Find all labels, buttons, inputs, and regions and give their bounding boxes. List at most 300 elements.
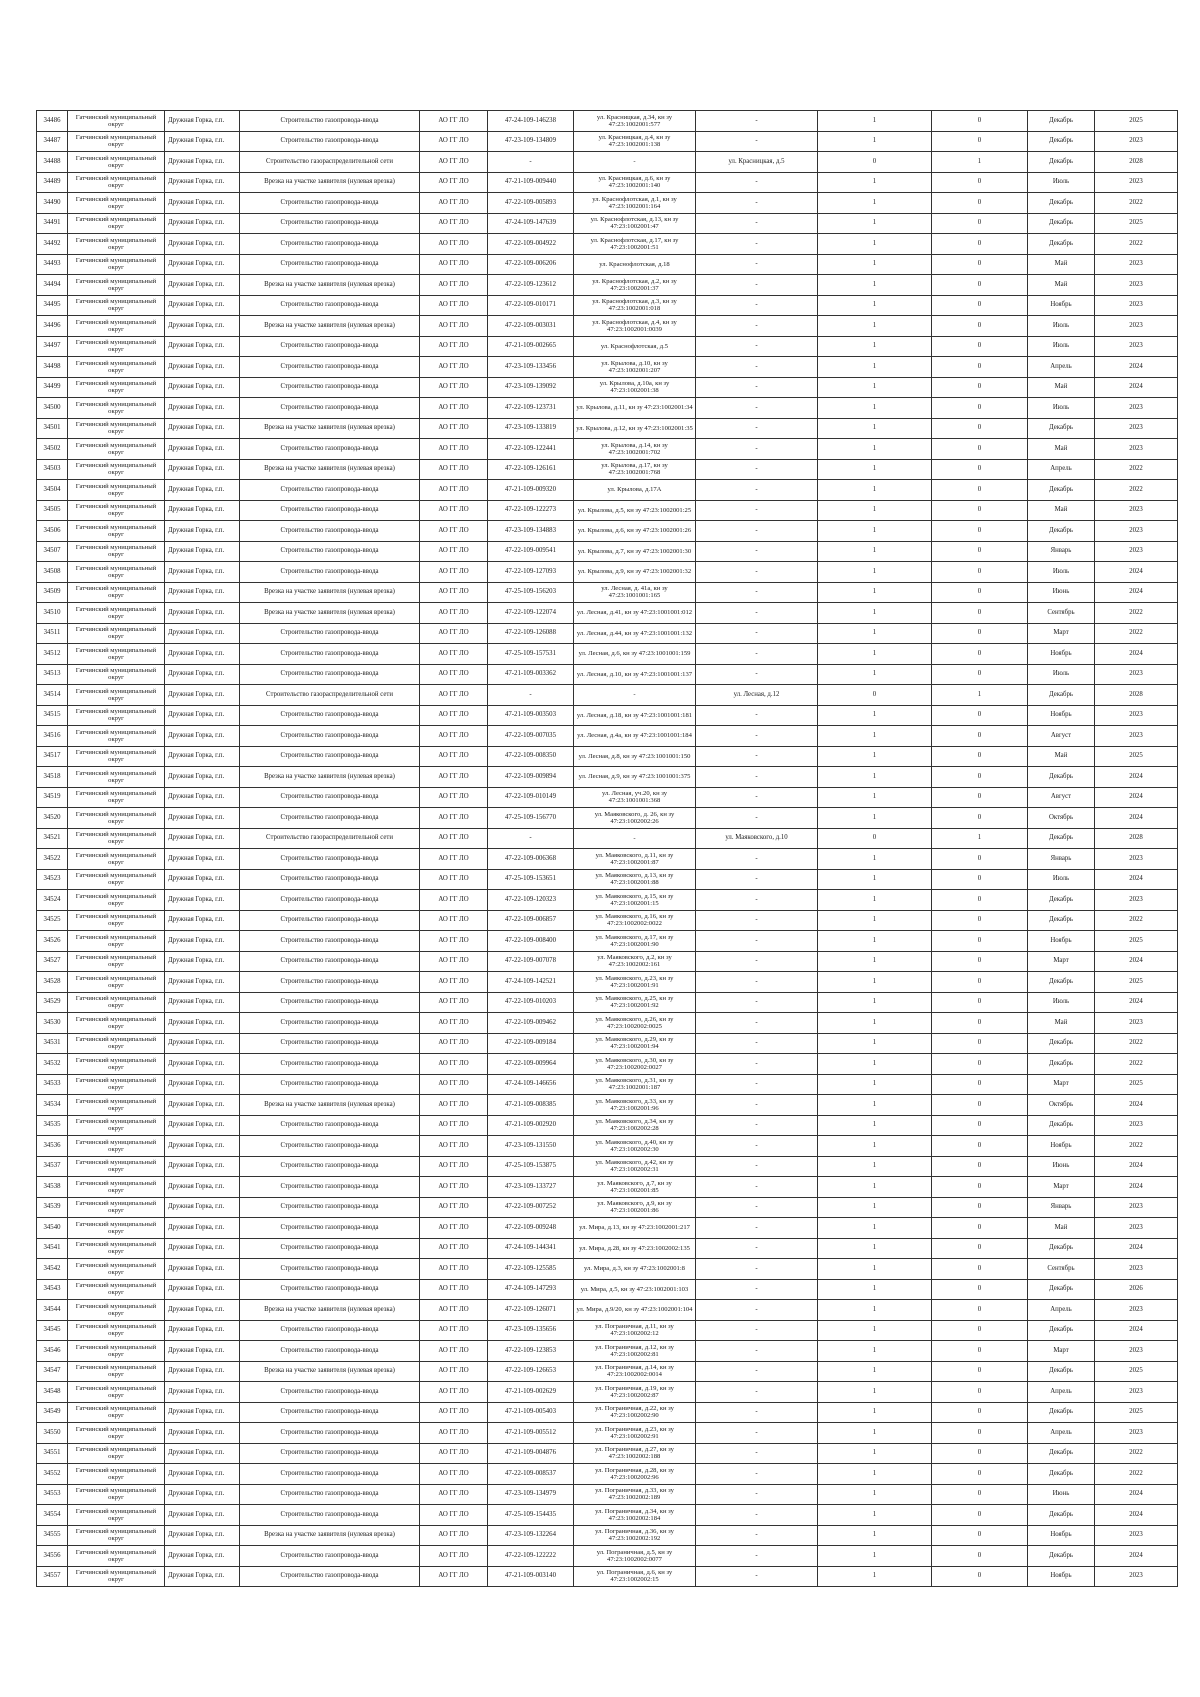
- count-b-cell: 0: [932, 1279, 1028, 1300]
- application-code-cell: 47-22-109-009184: [488, 1033, 574, 1054]
- address-cell: ул. Краснофлотская, д.1, кн зу 47:23:1002001:164: [574, 193, 696, 214]
- network-address-cell: -: [696, 254, 818, 275]
- organization-cell: АО ГГ ЛО: [420, 1033, 488, 1054]
- address-cell: ул. Крылова, д.5, кн зу 47:23:1002001:25: [574, 500, 696, 521]
- settlement-cell: Дружная Горка, г.п.: [165, 828, 240, 849]
- settlement-cell: Дружная Горка, г.п.: [165, 623, 240, 644]
- application-code-cell: 47-22-109-123731: [488, 398, 574, 419]
- month-cell: Декабрь: [1028, 1033, 1095, 1054]
- work-type-cell: Врезка на участке заявителя (нулевая врезка): [240, 603, 420, 624]
- network-address-cell: ул. Красницкая, д.5: [696, 152, 818, 173]
- table-row: [37, 336, 1178, 357]
- network-address-cell: -: [696, 500, 818, 521]
- application-code-cell: 47-21-109-008385: [488, 1095, 574, 1116]
- count-b-cell: 0: [932, 1484, 1028, 1505]
- table-row: [37, 685, 1178, 706]
- application-code-cell: 47-21-109-003140: [488, 1566, 574, 1587]
- count-a-cell: 1: [818, 931, 932, 952]
- network-address-cell: ул. Лесная, д.12: [696, 685, 818, 706]
- address-cell: ул. Мира, д.28, кн зу 47:23:1002002:135: [574, 1238, 696, 1259]
- row-number: 34507: [37, 541, 68, 562]
- address-cell: ул. Мира, д.5, кн зу 47:23:1002001:103: [574, 1279, 696, 1300]
- application-code-cell: 47-23-109-139092: [488, 377, 574, 398]
- month-cell: Декабрь: [1028, 418, 1095, 439]
- month-cell: Декабрь: [1028, 193, 1095, 214]
- table-row: [37, 377, 1178, 398]
- settlement-cell: Дружная Горка, г.п.: [165, 787, 240, 808]
- year-cell: 2023: [1095, 254, 1178, 275]
- district-cell: Гатчинский муниципальный округ: [68, 787, 165, 808]
- year-cell: 2024: [1095, 992, 1178, 1013]
- work-type-cell: Строительство газопровода-ввода: [240, 1177, 420, 1198]
- application-code-cell: 47-21-109-002920: [488, 1115, 574, 1136]
- organization-cell: АО ГГ ЛО: [420, 1300, 488, 1321]
- row-number: 34502: [37, 439, 68, 460]
- table-row: [37, 705, 1178, 726]
- count-b-cell: 0: [932, 459, 1028, 480]
- address-cell: ул. Лесная, д.4а, кн зу 47:23:1001001:184: [574, 726, 696, 747]
- year-cell: 2025: [1095, 1074, 1178, 1095]
- organization-cell: АО ГГ ЛО: [420, 1156, 488, 1177]
- address-cell: ул. Крылова, д.17А: [574, 480, 696, 501]
- row-number: 34524: [37, 890, 68, 911]
- month-cell: Декабрь: [1028, 1238, 1095, 1259]
- row-number: 34498: [37, 357, 68, 378]
- count-b-cell: 0: [932, 1238, 1028, 1259]
- count-a-cell: 1: [818, 1197, 932, 1218]
- network-address-cell: -: [696, 726, 818, 747]
- network-address-cell: -: [696, 1505, 818, 1526]
- address-cell: ул. Маяковского, д. 26, кн зу 47:23:1002002:26: [574, 808, 696, 829]
- settlement-cell: Дружная Горка, г.п.: [165, 1218, 240, 1239]
- count-b-cell: 0: [932, 500, 1028, 521]
- row-number: 34491: [37, 213, 68, 234]
- year-cell: 2023: [1095, 398, 1178, 419]
- month-cell: Декабрь: [1028, 1464, 1095, 1485]
- organization-cell: АО ГГ ЛО: [420, 1546, 488, 1567]
- work-type-cell: Строительство газопровода-ввода: [240, 972, 420, 993]
- month-cell: Ноябрь: [1028, 931, 1095, 952]
- address-cell: ул. Лесная, д.6, кн зу 47:23:1001001:159: [574, 644, 696, 665]
- count-a-cell: 1: [818, 849, 932, 870]
- district-cell: Гатчинский муниципальный округ: [68, 869, 165, 890]
- table-row: [37, 1013, 1178, 1034]
- settlement-cell: Дружная Горка, г.п.: [165, 439, 240, 460]
- work-type-cell: Строительство газопровода-ввода: [240, 480, 420, 501]
- count-a-cell: 1: [818, 664, 932, 685]
- table-row: [37, 992, 1178, 1013]
- address-cell: -: [574, 828, 696, 849]
- network-address-cell: -: [696, 972, 818, 993]
- count-a-cell: 1: [818, 275, 932, 296]
- application-code-cell: 47-25-109-156203: [488, 582, 574, 603]
- count-a-cell: 1: [818, 1443, 932, 1464]
- year-cell: 2022: [1095, 459, 1178, 480]
- work-type-cell: Строительство газопровода-ввода: [240, 787, 420, 808]
- count-b-cell: 0: [932, 726, 1028, 747]
- year-cell: 2023: [1095, 1382, 1178, 1403]
- work-type-cell: Строительство газопровода-ввода: [240, 254, 420, 275]
- district-cell: Гатчинский муниципальный округ: [68, 726, 165, 747]
- settlement-cell: Дружная Горка, г.п.: [165, 541, 240, 562]
- work-type-cell: Строительство газопровода-ввода: [240, 562, 420, 583]
- application-code-cell: 47-22-109-127093: [488, 562, 574, 583]
- address-cell: ул. Пограничная, д.23, кн зу 47:23:1002002:91: [574, 1423, 696, 1444]
- row-number: 34556: [37, 1546, 68, 1567]
- count-b-cell: 0: [932, 1300, 1028, 1321]
- table-row: [37, 1361, 1178, 1382]
- count-b-cell: 0: [932, 131, 1028, 152]
- month-cell: Декабрь: [1028, 1546, 1095, 1567]
- month-cell: Июль: [1028, 992, 1095, 1013]
- address-cell: ул. Лесная, д. 41а, кн зу 47:23:1001001:165: [574, 582, 696, 603]
- organization-cell: АО ГГ ЛО: [420, 1525, 488, 1546]
- month-cell: Декабрь: [1028, 152, 1095, 173]
- address-cell: ул. Крылова, д.6, кн зу 47:23:1002001:26: [574, 521, 696, 542]
- work-type-cell: Строительство газопровода-ввода: [240, 1054, 420, 1075]
- table-row: [37, 787, 1178, 808]
- count-a-cell: 1: [818, 767, 932, 788]
- application-code-cell: 47-25-109-153875: [488, 1156, 574, 1177]
- network-address-cell: -: [696, 357, 818, 378]
- network-address-cell: -: [696, 1361, 818, 1382]
- table-row: [37, 869, 1178, 890]
- application-code-cell: 47-22-109-007035: [488, 726, 574, 747]
- network-address-cell: -: [696, 131, 818, 152]
- table-row: [37, 316, 1178, 337]
- month-cell: Ноябрь: [1028, 1525, 1095, 1546]
- year-cell: 2023: [1095, 316, 1178, 337]
- address-cell: ул. Маяковского, д.34, кн зу 47:23:1002002:28: [574, 1115, 696, 1136]
- network-address-cell: -: [696, 890, 818, 911]
- count-b-cell: 0: [932, 992, 1028, 1013]
- settlement-cell: Дружная Горка, г.п.: [165, 459, 240, 480]
- month-cell: Октябрь: [1028, 808, 1095, 829]
- application-code-cell: 47-22-109-009541: [488, 541, 574, 562]
- application-code-cell: 47-22-109-126071: [488, 1300, 574, 1321]
- table-row: [37, 459, 1178, 480]
- count-b-cell: 0: [932, 172, 1028, 193]
- application-code-cell: 47-23-109-133819: [488, 418, 574, 439]
- district-cell: Гатчинский муниципальный округ: [68, 767, 165, 788]
- table-row: [37, 849, 1178, 870]
- table-row: [37, 1197, 1178, 1218]
- application-code-cell: 47-22-109-009894: [488, 767, 574, 788]
- settlement-cell: Дружная Горка, г.п.: [165, 172, 240, 193]
- work-type-cell: Врезка на участке заявителя (нулевая врезка): [240, 582, 420, 603]
- organization-cell: АО ГГ ЛО: [420, 705, 488, 726]
- work-type-cell: Врезка на участке заявителя (нулевая врезка): [240, 418, 420, 439]
- count-b-cell: 0: [932, 1218, 1028, 1239]
- network-address-cell: -: [696, 603, 818, 624]
- network-address-cell: -: [696, 869, 818, 890]
- address-cell: ул. Маяковского, д.25, кн зу 47:23:1002001:92: [574, 992, 696, 1013]
- work-type-cell: Строительство газопровода-ввода: [240, 398, 420, 419]
- address-cell: -: [574, 685, 696, 706]
- year-cell: 2024: [1095, 1238, 1178, 1259]
- network-address-cell: -: [696, 275, 818, 296]
- district-cell: Гатчинский муниципальный округ: [68, 1136, 165, 1157]
- row-number: 34557: [37, 1566, 68, 1587]
- address-cell: ул. Крылова, д.12, кн зу 47:23:1002001:35: [574, 418, 696, 439]
- table-row: [37, 931, 1178, 952]
- address-cell: ул. Лесная, уч.20, кн зу 47:23:1001001:368: [574, 787, 696, 808]
- network-address-cell: -: [696, 1115, 818, 1136]
- address-cell: ул. Лесная, д.9, кн зу 47:23:1001001:375: [574, 767, 696, 788]
- count-a-cell: 1: [818, 992, 932, 1013]
- month-cell: Апрель: [1028, 1423, 1095, 1444]
- row-number: 34499: [37, 377, 68, 398]
- year-cell: 2023: [1095, 541, 1178, 562]
- district-cell: Гатчинский муниципальный округ: [68, 931, 165, 952]
- count-b-cell: 0: [932, 1505, 1028, 1526]
- table-row: [37, 1115, 1178, 1136]
- address-cell: ул. Лесная, д.41, кн зу 47:23:1001001:012: [574, 603, 696, 624]
- count-a-cell: 1: [818, 1505, 932, 1526]
- network-address-cell: ул. Маяковского, д.10: [696, 828, 818, 849]
- organization-cell: АО ГГ ЛО: [420, 890, 488, 911]
- count-b-cell: 0: [932, 398, 1028, 419]
- settlement-cell: Дружная Горка, г.п.: [165, 890, 240, 911]
- work-type-cell: Строительство газопровода-ввода: [240, 131, 420, 152]
- district-cell: Гатчинский муниципальный округ: [68, 1259, 165, 1280]
- work-type-cell: Строительство газопровода-ввода: [240, 931, 420, 952]
- table-row: [37, 172, 1178, 193]
- organization-cell: АО ГГ ЛО: [420, 213, 488, 234]
- organization-cell: АО ГГ ЛО: [420, 644, 488, 665]
- network-address-cell: -: [696, 1033, 818, 1054]
- count-b-cell: 0: [932, 664, 1028, 685]
- district-cell: Гатчинский муниципальный округ: [68, 562, 165, 583]
- organization-cell: АО ГГ ЛО: [420, 172, 488, 193]
- organization-cell: АО ГГ ЛО: [420, 623, 488, 644]
- work-type-cell: Строительство газопровода-ввода: [240, 1238, 420, 1259]
- address-cell: ул. Крылова, д.11, кн зу 47:23:1002001:34: [574, 398, 696, 419]
- table-row: [37, 1525, 1178, 1546]
- year-cell: 2023: [1095, 1341, 1178, 1362]
- row-number: 34494: [37, 275, 68, 296]
- address-cell: ул. Крылова, д.10, кн зу 47:23:1002001:207: [574, 357, 696, 378]
- application-code-cell: 47-22-109-009462: [488, 1013, 574, 1034]
- work-type-cell: Строительство газопровода-ввода: [240, 1136, 420, 1157]
- network-address-cell: -: [696, 377, 818, 398]
- application-code-cell: 47-22-109-010149: [488, 787, 574, 808]
- count-a-cell: 1: [818, 582, 932, 603]
- work-type-cell: Строительство газопровода-ввода: [240, 377, 420, 398]
- district-cell: Гатчинский муниципальный округ: [68, 992, 165, 1013]
- settlement-cell: Дружная Горка, г.п.: [165, 726, 240, 747]
- network-address-cell: -: [696, 1423, 818, 1444]
- year-cell: 2024: [1095, 1156, 1178, 1177]
- row-number: 34487: [37, 131, 68, 152]
- table-row: [37, 603, 1178, 624]
- work-type-cell: Строительство газопровода-ввода: [240, 910, 420, 931]
- year-cell: 2024: [1095, 1095, 1178, 1116]
- count-a-cell: 1: [818, 500, 932, 521]
- count-b-cell: 0: [932, 869, 1028, 890]
- network-address-cell: -: [696, 1197, 818, 1218]
- count-a-cell: 1: [818, 295, 932, 316]
- work-type-cell: Строительство газопровода-ввода: [240, 521, 420, 542]
- address-cell: ул. Маяковского, д.11, кн зу 47:23:1002001:87: [574, 849, 696, 870]
- network-address-cell: -: [696, 767, 818, 788]
- year-cell: 2022: [1095, 603, 1178, 624]
- work-type-cell: Строительство газопровода-ввода: [240, 1341, 420, 1362]
- year-cell: 2024: [1095, 767, 1178, 788]
- settlement-cell: Дружная Горка, г.п.: [165, 1546, 240, 1567]
- work-type-cell: Врезка на участке заявителя (нулевая врезка): [240, 172, 420, 193]
- month-cell: Май: [1028, 275, 1095, 296]
- count-b-cell: 1: [932, 828, 1028, 849]
- organization-cell: АО ГГ ЛО: [420, 254, 488, 275]
- table-row: [37, 541, 1178, 562]
- year-cell: 2023: [1095, 1525, 1178, 1546]
- count-a-cell: 1: [818, 213, 932, 234]
- count-a-cell: 1: [818, 623, 932, 644]
- application-code-cell: 47-22-109-008537: [488, 1464, 574, 1485]
- row-number: 34555: [37, 1525, 68, 1546]
- table-row: [37, 1464, 1178, 1485]
- month-cell: Июль: [1028, 664, 1095, 685]
- row-number: 34501: [37, 418, 68, 439]
- work-type-cell: Строительство газопровода-ввода: [240, 213, 420, 234]
- table-row: [37, 1279, 1178, 1300]
- year-cell: 2023: [1095, 172, 1178, 193]
- count-a-cell: 1: [818, 972, 932, 993]
- count-b-cell: 0: [932, 910, 1028, 931]
- application-code-cell: 47-23-109-133727: [488, 1177, 574, 1198]
- work-type-cell: Строительство газопровода-ввода: [240, 1546, 420, 1567]
- year-cell: 2023: [1095, 275, 1178, 296]
- organization-cell: АО ГГ ЛО: [420, 1095, 488, 1116]
- application-code-cell: 47-22-109-123612: [488, 275, 574, 296]
- organization-cell: АО ГГ ЛО: [420, 1238, 488, 1259]
- work-type-cell: Строительство газопровода-ввода: [240, 1464, 420, 1485]
- row-number: 34536: [37, 1136, 68, 1157]
- month-cell: Июль: [1028, 869, 1095, 890]
- settlement-cell: Дружная Горка, г.п.: [165, 480, 240, 501]
- month-cell: Декабрь: [1028, 480, 1095, 501]
- year-cell: 2025: [1095, 972, 1178, 993]
- settlement-cell: Дружная Горка, г.п.: [165, 193, 240, 214]
- district-cell: Гатчинский муниципальный округ: [68, 1382, 165, 1403]
- year-cell: 2024: [1095, 869, 1178, 890]
- application-code-cell: 47-21-109-002629: [488, 1382, 574, 1403]
- count-a-cell: 1: [818, 193, 932, 214]
- count-a-cell: 1: [818, 336, 932, 357]
- address-cell: ул. Пограничная, д.5, кн зу 47:23:1002002:0077: [574, 1546, 696, 1567]
- district-cell: Гатчинский муниципальный округ: [68, 1197, 165, 1218]
- work-type-cell: Врезка на участке заявителя (нулевая врезка): [240, 1095, 420, 1116]
- settlement-cell: Дружная Горка, г.п.: [165, 1259, 240, 1280]
- row-number: 34539: [37, 1197, 68, 1218]
- count-a-cell: 1: [818, 1382, 932, 1403]
- month-cell: Июль: [1028, 336, 1095, 357]
- application-code-cell: 47-22-109-122441: [488, 439, 574, 460]
- year-cell: 2023: [1095, 131, 1178, 152]
- row-number: 34547: [37, 1361, 68, 1382]
- work-type-cell: Строительство газопровода-ввода: [240, 1402, 420, 1423]
- row-number: 34514: [37, 685, 68, 706]
- row-number: 34497: [37, 336, 68, 357]
- year-cell: 2025: [1095, 213, 1178, 234]
- application-code-cell: 47-21-109-003503: [488, 705, 574, 726]
- count-a-cell: 1: [818, 1238, 932, 1259]
- row-number: 34543: [37, 1279, 68, 1300]
- count-a-cell: 1: [818, 1013, 932, 1034]
- district-cell: Гатчинский муниципальный округ: [68, 1300, 165, 1321]
- table-row: [37, 1402, 1178, 1423]
- year-cell: 2023: [1095, 1013, 1178, 1034]
- district-cell: Гатчинский муниципальный округ: [68, 541, 165, 562]
- district-cell: Гатчинский муниципальный округ: [68, 459, 165, 480]
- settlement-cell: Дружная Горка, г.п.: [165, 398, 240, 419]
- year-cell: 2024: [1095, 562, 1178, 583]
- settlement-cell: Дружная Горка, г.п.: [165, 808, 240, 829]
- count-b-cell: 0: [932, 357, 1028, 378]
- row-number: 34537: [37, 1156, 68, 1177]
- count-b-cell: 0: [932, 890, 1028, 911]
- network-address-cell: -: [696, 562, 818, 583]
- year-cell: 2028: [1095, 828, 1178, 849]
- organization-cell: АО ГГ ЛО: [420, 1464, 488, 1485]
- organization-cell: АО ГГ ЛО: [420, 439, 488, 460]
- application-code-cell: 47-23-109-133456: [488, 357, 574, 378]
- district-cell: Гатчинский муниципальный округ: [68, 500, 165, 521]
- work-type-cell: Строительство газопровода-ввода: [240, 1197, 420, 1218]
- count-b-cell: 0: [932, 1546, 1028, 1567]
- settlement-cell: Дружная Горка, г.п.: [165, 1484, 240, 1505]
- row-number: 34535: [37, 1115, 68, 1136]
- settlement-cell: Дружная Горка, г.п.: [165, 1320, 240, 1341]
- application-code-cell: 47-22-109-122273: [488, 500, 574, 521]
- work-type-cell: Строительство газопровода-ввода: [240, 1320, 420, 1341]
- settlement-cell: Дружная Горка, г.п.: [165, 1505, 240, 1526]
- year-cell: 2023: [1095, 849, 1178, 870]
- count-b-cell: 0: [932, 951, 1028, 972]
- district-cell: Гатчинский муниципальный округ: [68, 664, 165, 685]
- settlement-cell: Дружная Горка, г.п.: [165, 275, 240, 296]
- count-a-cell: 1: [818, 1341, 932, 1362]
- settlement-cell: Дружная Горка, г.п.: [165, 1423, 240, 1444]
- count-b-cell: 0: [932, 1197, 1028, 1218]
- organization-cell: АО ГГ ЛО: [420, 234, 488, 255]
- count-a-cell: 1: [818, 1095, 932, 1116]
- year-cell: 2024: [1095, 808, 1178, 829]
- month-cell: Май: [1028, 1218, 1095, 1239]
- table-row: [37, 1218, 1178, 1239]
- table-row: [37, 1156, 1178, 1177]
- count-b-cell: 0: [932, 1095, 1028, 1116]
- table-row: [37, 664, 1178, 685]
- settlement-cell: Дружная Горка, г.п.: [165, 1402, 240, 1423]
- organization-cell: АО ГГ ЛО: [420, 152, 488, 173]
- organization-cell: АО ГГ ЛО: [420, 377, 488, 398]
- district-cell: Гатчинский муниципальный округ: [68, 890, 165, 911]
- district-cell: Гатчинский муниципальный округ: [68, 111, 165, 132]
- address-cell: ул. Маяковского, д.23, кн зу 47:23:1002001:91: [574, 972, 696, 993]
- settlement-cell: Дружная Горка, г.п.: [165, 521, 240, 542]
- organization-cell: АО ГГ ЛО: [420, 1013, 488, 1034]
- application-code-cell: 47-22-109-006206: [488, 254, 574, 275]
- work-type-cell: Строительство газопровода-ввода: [240, 439, 420, 460]
- network-address-cell: -: [696, 1095, 818, 1116]
- settlement-cell: Дружная Горка, г.п.: [165, 500, 240, 521]
- settlement-cell: Дружная Горка, г.п.: [165, 234, 240, 255]
- application-code-cell: 47-23-109-135656: [488, 1320, 574, 1341]
- application-code-cell: -: [488, 152, 574, 173]
- count-b-cell: 0: [932, 254, 1028, 275]
